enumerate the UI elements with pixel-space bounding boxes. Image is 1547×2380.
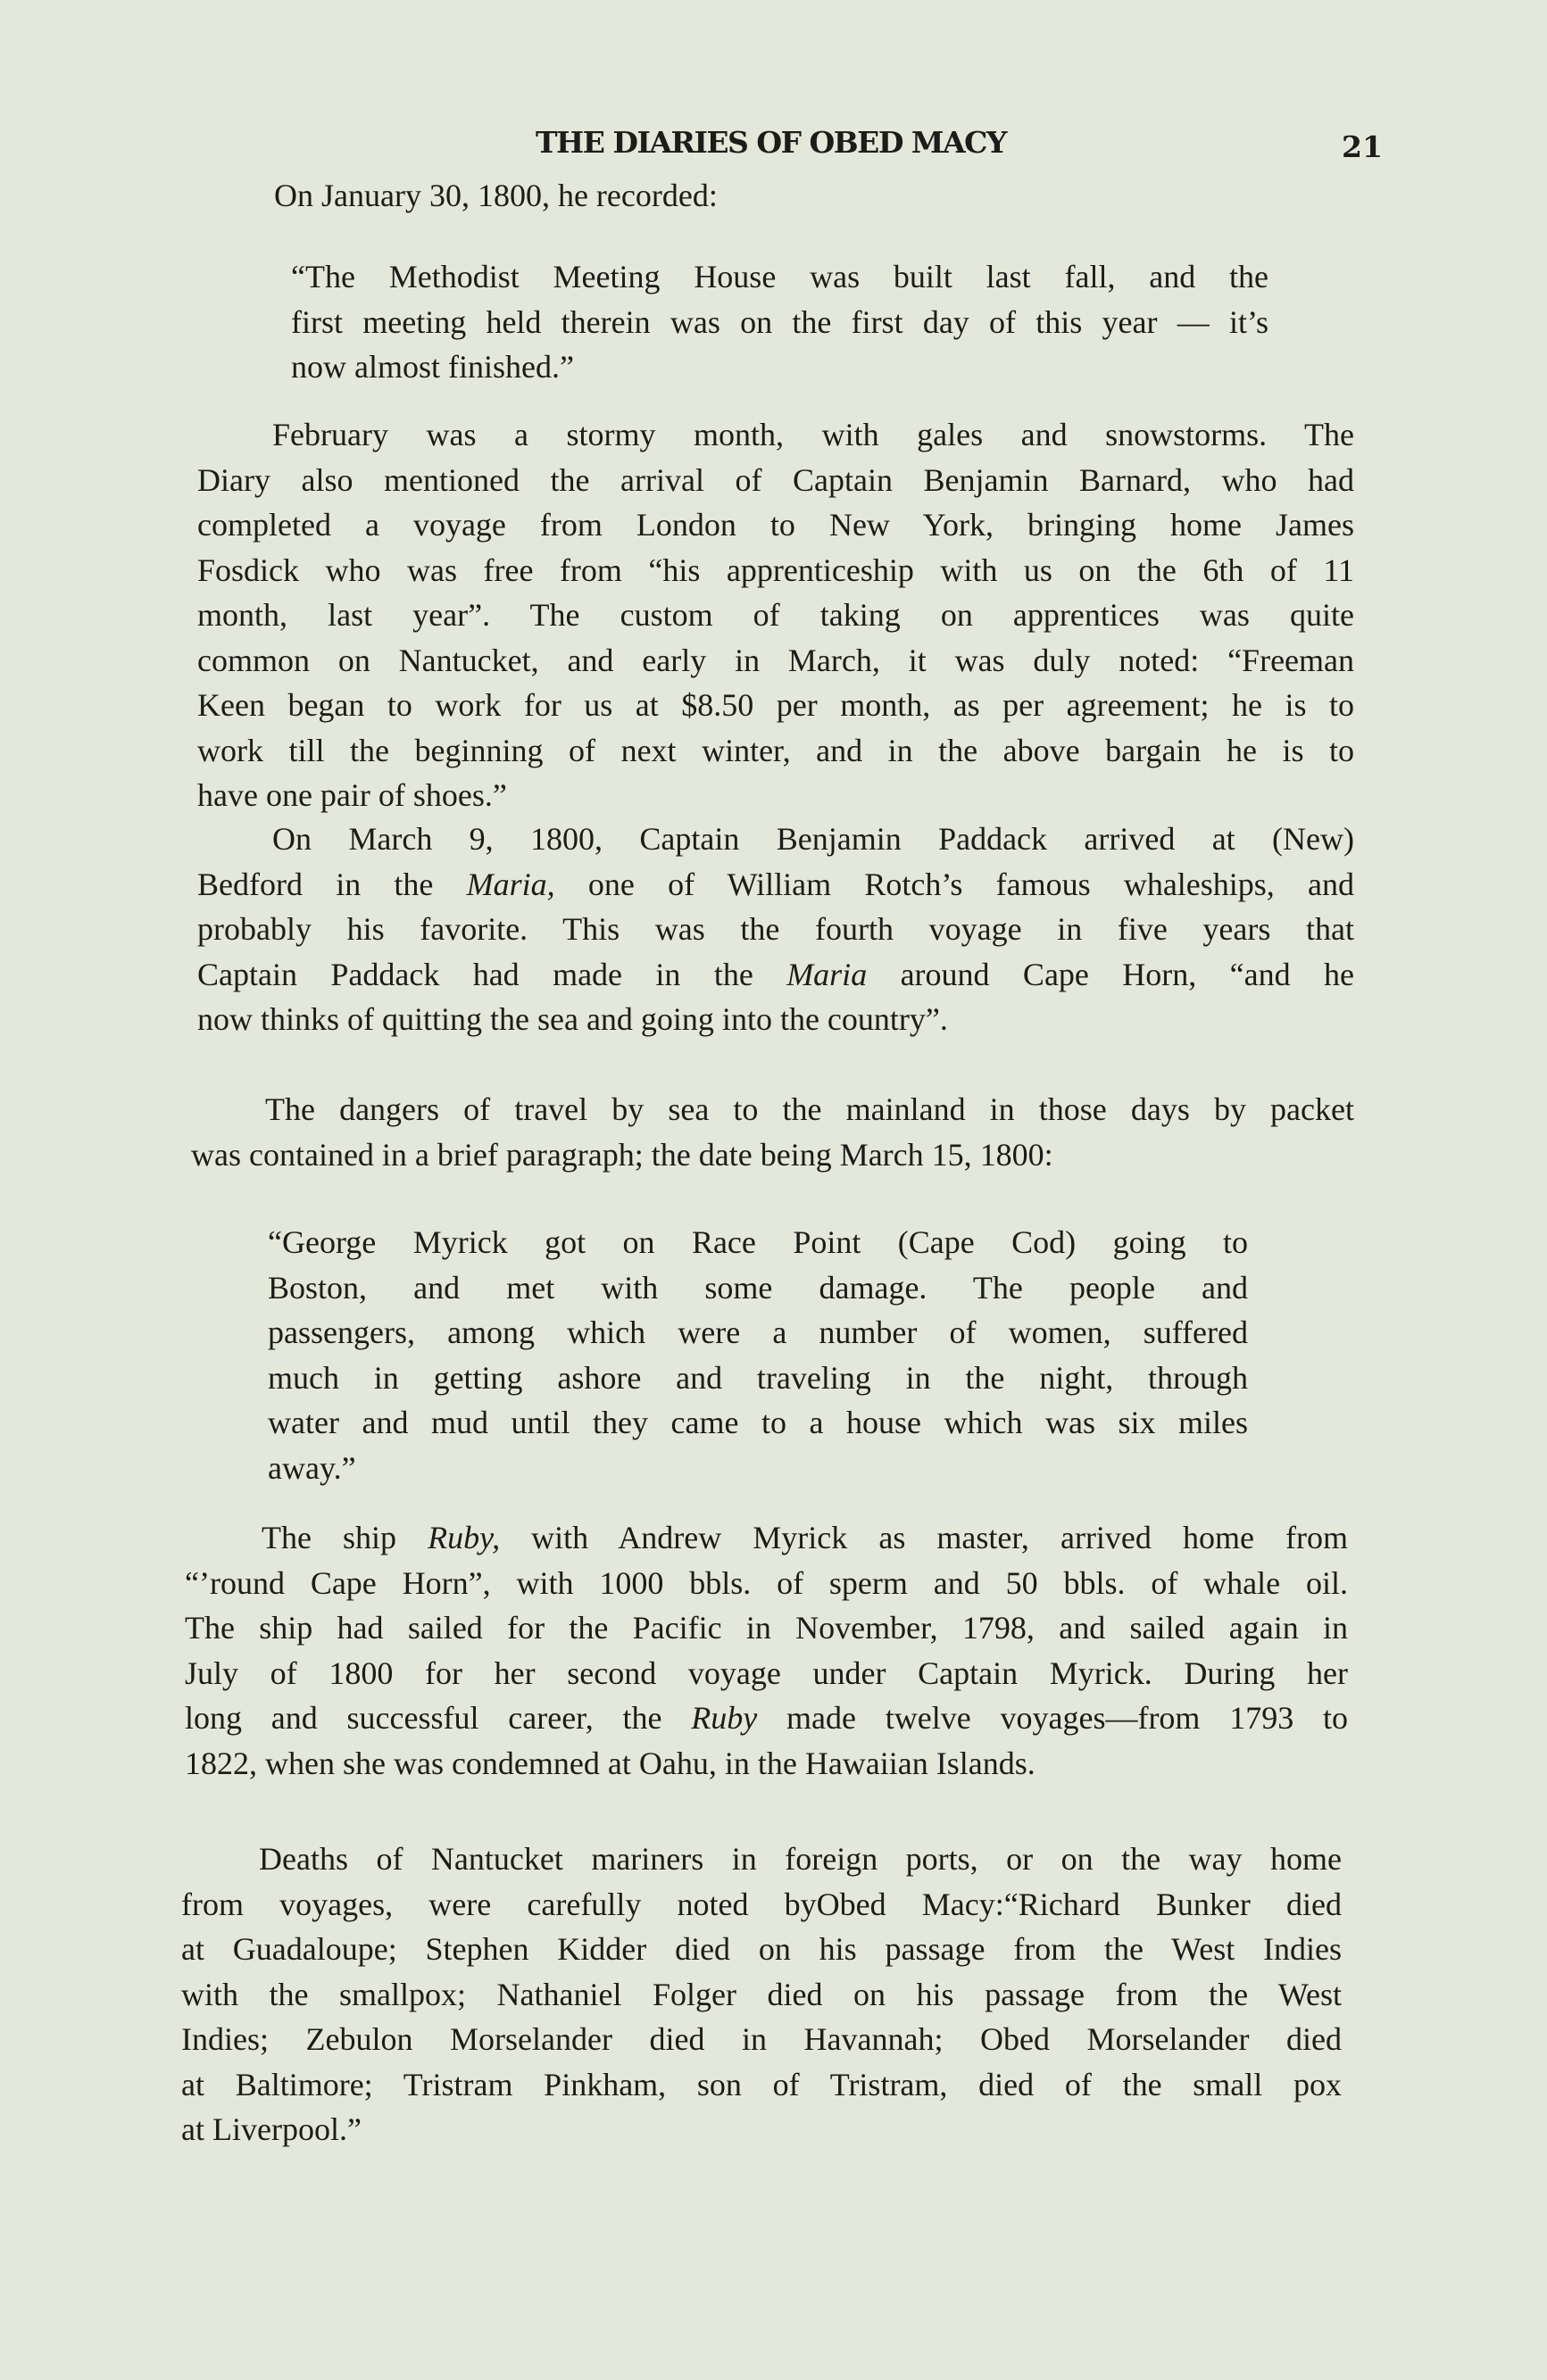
text-line: month, last year”. The custom of taking on apprentices was quite [197,597,1354,633]
text-line: at Guadaloupe; Stephen Kidder died on his passage from the West Indies [181,1931,1342,1967]
text-line: now almost finished.” [291,349,574,385]
text-line: long and successful career, the Ruby made twelve voyages—from 1793 to [185,1700,1348,1736]
text-line: much in getting ashore and traveling in the night, through [268,1359,1248,1396]
text-line: The ship had sailed for the Pacific in November, 1798, and sailed again in [185,1610,1348,1646]
text-line: The dangers of travel by sea to the mainland in those days by packet [265,1091,1354,1127]
text-line: first meeting held therein was on the first day of this year — it’s [291,303,1268,340]
paragraph-ruby [185,1515,1348,1786]
text-line: passengers, among which were a number of women, suffered [268,1314,1248,1350]
paragraph-dangers [191,1087,1354,1177]
text-line: July of 1800 for her second voyage under Captain Myrick. During her [185,1654,1348,1691]
text-line: Bedford in the Maria, one of William Rotch’s famous whaleships, and [197,866,1355,902]
text-line: Keen began to work for us at $8.50 per month, as per agreement; he is to [197,687,1354,723]
quote-methodist [291,254,1268,390]
text-line: Captain Paddack had made in the Maria around Cape Horn, “and he [197,956,1354,992]
text-line: On January 30, 1800, he recorded: [274,178,718,213]
text-line: “’round Cape Horn”, with 1000 bbls. of sperm and 50 bbls. of whale oil. [185,1564,1348,1601]
text-line: work till the beginning of next winter, and in the above bargain he is to [197,732,1354,768]
quote-myrick [268,1220,1248,1490]
ship-name: Maria, [466,866,555,902]
text-line: at Liverpool.” [181,2111,362,2147]
running-header: THE DIARIES OF OBED MACY [536,125,1006,160]
text-line: Diary also mentioned the arrival of Captain Benjamin Barnard, who had [197,461,1354,498]
text-line: from voyages, were carefully noted byObed Macy:“Richard Bunker died [181,1886,1342,1922]
text-line: with the smallpox; Nathaniel Folger died on his passage from the West [181,1976,1342,2012]
text-line: 1822, when she was condemned at Oahu, in the Hawaiian Islands. [185,1745,1035,1781]
paragraph-deaths [181,1837,1342,2152]
text-line: have one pair of shoes.” [197,777,507,813]
paragraph-february [197,412,1354,818]
text-line: now thinks of quitting the sea and going into the country”. [197,1001,948,1037]
page-number: 21 [1342,129,1383,164]
ship-name: Ruby, [428,1520,501,1555]
intro-line [274,173,899,219]
text-line: was contained in a brief paragraph; the date being March 15, 1800: [191,1136,1053,1173]
text-line: “George Myrick got on Race Point (Cape Cod) going to [268,1224,1248,1260]
text-line: The ship Ruby, with Andrew Myrick as master, arrived home from [262,1520,1349,1555]
text-line: Indies; Zebulon Morselander died in Havannah; Obed Morselander died [181,2021,1342,2057]
ship-name: Maria [786,956,868,992]
text-line: Fosdick who was free from “his apprenticeship with us on the 6th of 11 [197,551,1354,588]
text-line: water and mud until they came to a house which was six miles [268,1405,1248,1440]
paragraph-paddack [197,817,1354,1042]
text-line: probably his favorite. This was the fourth voyage in five years that [197,911,1354,947]
text-line: away.” [268,1449,356,1486]
text-line: completed a voyage from London to New York, bringing home James [197,507,1354,543]
text-line: common on Nantucket, and early in March, it was duly noted: “Freeman [197,642,1354,678]
text-line: “The Methodist Meeting House was built last fall, and the [291,259,1268,294]
text-line: February was a stormy month, with gales and snowstorms. The [272,417,1354,452]
text-line: On March 9, 1800, Captain Benjamin Paddack arrived at (New) [272,821,1354,857]
text-line: Deaths of Nantucket mariners in foreign ports, or on the way home [259,1841,1342,1877]
text-line: at Baltimore; Tristram Pinkham, son of Tristram, died of the small pox [181,2066,1342,2102]
ship-name: Ruby [691,1700,758,1736]
text-line: Boston, and met with some damage. The people and [268,1269,1248,1306]
